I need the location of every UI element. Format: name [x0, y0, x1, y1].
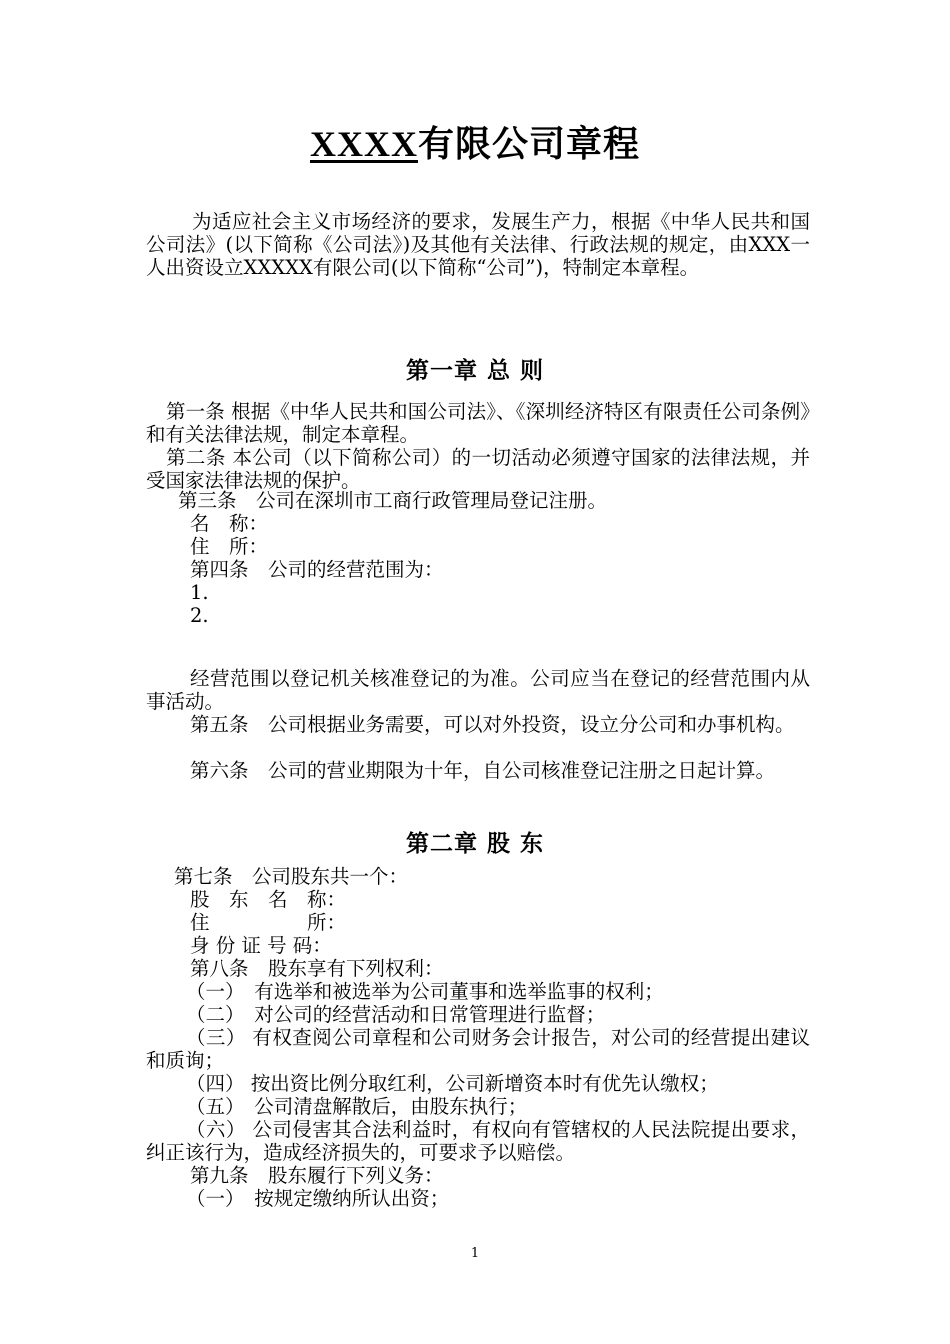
article-8: 第八条 股东享有下列权利： [190, 957, 444, 980]
chapter-1-heading: 第一章 总 则 [405, 358, 544, 384]
article-1: 第一条 根据《中华人民共和国公司法》、《深圳经济特区有限责任公司条例》和有关法律法规，制定本章程。 [146, 400, 810, 446]
right-2: （二） 对公司的经营活动和日常管理进行监督； [186, 1003, 606, 1026]
shareholder-name-label: 股 东 名 称： [190, 888, 347, 911]
scope-item-1: 1. [190, 581, 209, 604]
article-7: 第七条 公司股东共一个： [174, 865, 409, 888]
preamble-paragraph: 为适应社会主义市场经济的要求，发展生产力，根据《中华人民共和国公司法》(以下简称《公司法》)及其他有关法律、行政法规的规定，由XXX一人出资设立XXXXX有限公司(以下简称“公司”)，特制定本章程。 [146, 210, 810, 279]
document-title [0, 120, 950, 169]
right-4: （四） 按出资比例分取红利，公司新增资本时有优先认缴权； [186, 1072, 719, 1095]
chapter-2-heading: 第二章 股 东 [405, 831, 544, 857]
page-number: 1 [470, 1246, 480, 1261]
title-prefix: XXXX [309, 124, 418, 164]
shareholder-id-label: 身 份 证 号 码： [190, 934, 332, 957]
right-1: （一） 有选举和被选举为公司董事和选举监事的权利； [186, 980, 664, 1003]
company-address-label: 住 所： [190, 535, 269, 558]
article-3: 第三条 公司在深圳市工商行政管理局登记注册。 [178, 489, 608, 512]
shareholder-address-label: 住 所： [190, 911, 347, 934]
article-4: 第四条 公司的经营范围为： [190, 558, 444, 581]
right-3: （三） 有权查阅公司章程和公司财务会计报告，对公司的经营提出建议和质询； [146, 1026, 810, 1072]
duty-1: （一） 按规定缴纳所认出资； [186, 1187, 450, 1210]
article-9: 第九条 股东履行下列义务： [190, 1164, 444, 1187]
company-name-label: 名 称： [190, 512, 269, 535]
article-5: 第五条 公司根据业务需要，可以对外投资，设立分公司和办事机构。 [190, 713, 795, 736]
article-2: 第二条 本公司（以下简称公司）的一切活动必须遵守国家的法律法规，并受国家法律法规的保护。 [146, 446, 810, 492]
article-6: 第六条 公司的营业期限为十年，自公司核准登记注册之日起计算。 [190, 759, 776, 782]
title-rest: 有限公司章程 [417, 124, 640, 165]
right-5: （五） 公司清盘解散后，由股东执行； [186, 1095, 528, 1118]
right-6: （六） 公司侵害其合法利益时，有权向有管辖权的人民法院提出要求，纠正该行为，造成经济损失的，可要求予以赔偿。 [146, 1118, 810, 1164]
scope-item-2: 2. [190, 604, 209, 627]
scope-note: 经营范围以登记机关核准登记的为准。公司应当在登记的经营范围内从事活动。 [146, 667, 810, 713]
